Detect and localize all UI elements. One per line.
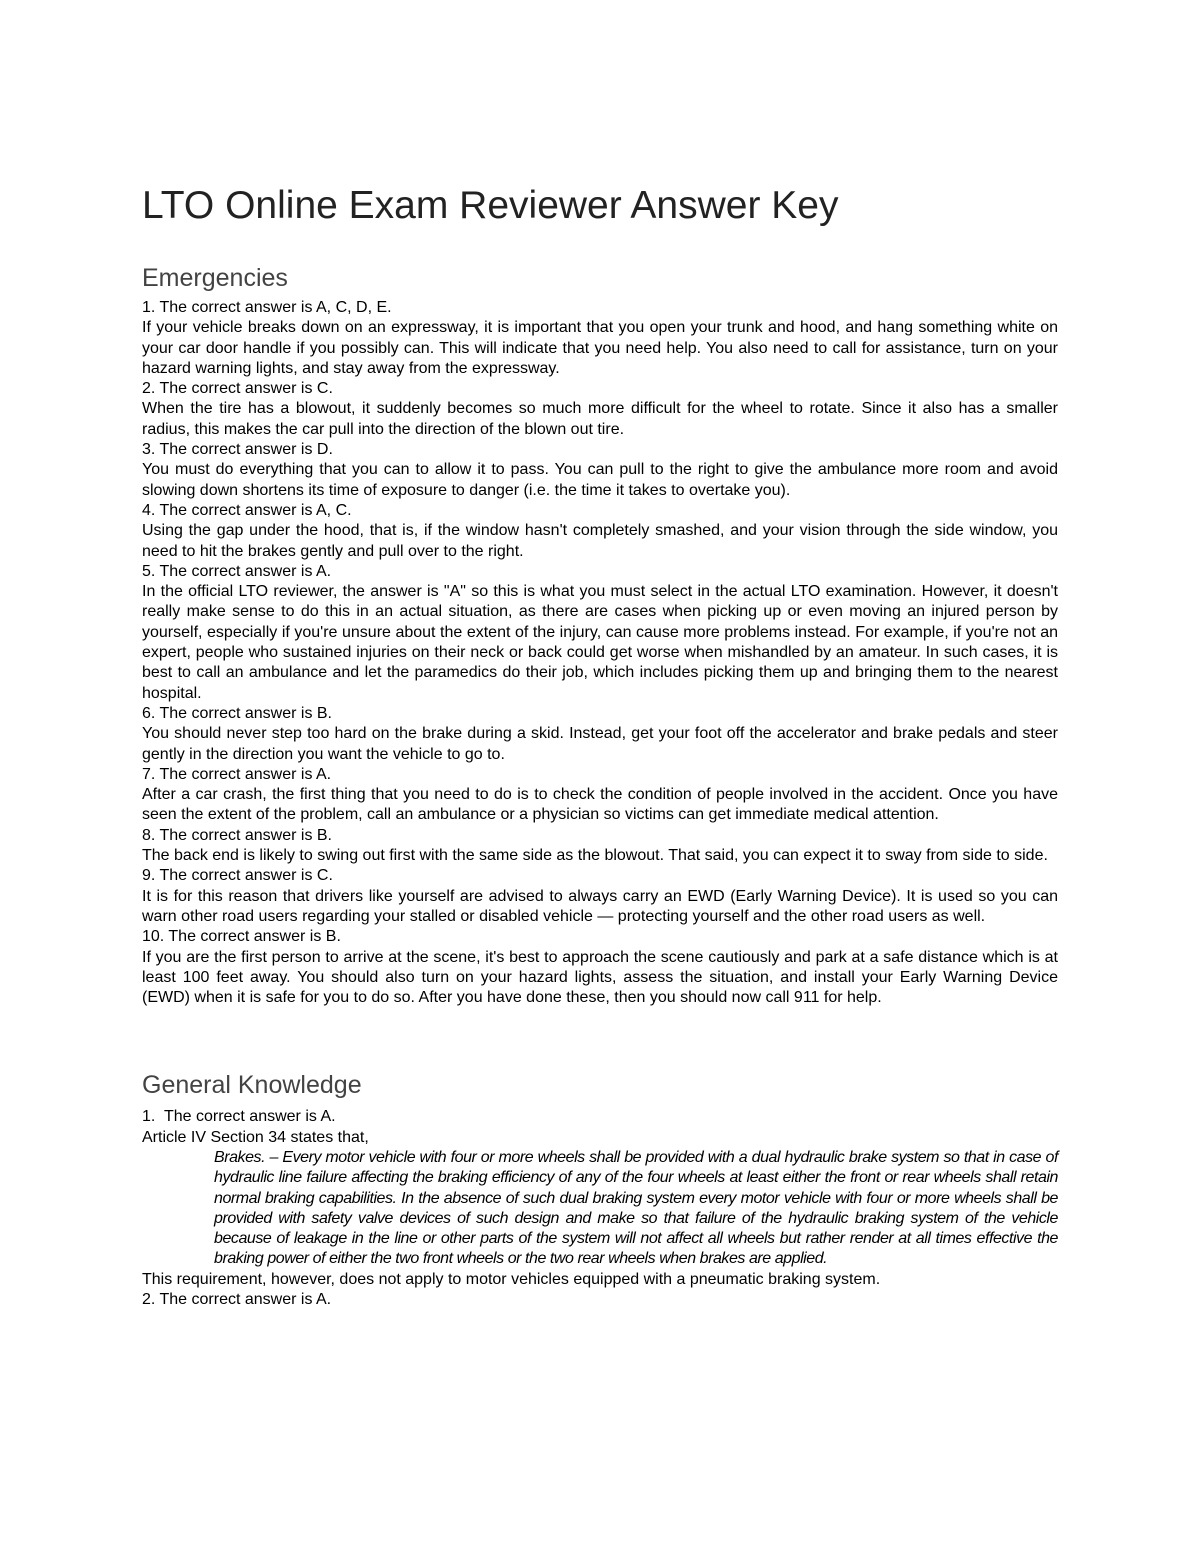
answer-line: 6. The correct answer is B. xyxy=(142,704,332,722)
answer-line: 1. The correct answer is A. xyxy=(142,1108,336,1126)
answer-line: 4. The correct answer is A, C. xyxy=(142,501,352,519)
answer-line: 1. The correct answer is A, C, D, E. xyxy=(142,299,392,316)
answer-line: 3. The correct answer is D. xyxy=(142,441,333,459)
answer-line: 9. The correct answer is C. xyxy=(142,867,333,885)
legal-quote: Brakes. – Every motor vehicle with four or more wheels shall be provided with a dual hydraulic brake system so that in case of hydraulic line failure affecting the braking efficiency of any of the four wheels at least either the front or rear wheels shall retain normal braking capabilities. In the absence of such dual braking system every motor vehicle with four or more wheels shall be provided with safety valve devices of such design and make so that failure of the hydraulic braking system of the vehicle because of leakage in the line or other parts of the system will not affect all wheels but rather render at all times effective the braking power of either the two front wheels or the two rear wheels when brakes are applied. xyxy=(214,1148,1058,1268)
answer-line: 5. The correct answer is A. xyxy=(142,562,332,580)
answer-explanation: The back end is likely to swing out first with the same side as the blowout. That said, you can expect it to sway from side to side. xyxy=(142,847,1048,865)
answer-explanation: When the tire has a blowout, it suddenly becomes so much more difficult for the wheel to rotate. Since it also has a smaller radius, this makes the car pull into the direction of the blown out tire. xyxy=(142,400,1058,438)
answer-line: 2. The correct answer is C. xyxy=(142,380,333,398)
answer-explanation: If you are the first person to arrive at the scene, it's best to approach the scene cautiously and park at a safe distance which is at least 100 feet away. You should also turn on your hazard lights, assess the situation, and install your Early Warning Device (EWD) when it is safe for you to do so. After you have done these, then you should now call 911 for help. xyxy=(142,948,1058,1007)
answer-explanation: You should never step too hard on the brake during a skid. Instead, get your foot off the accelerator and brake pedals and steer gently in the direction you want the vehicle to go to. xyxy=(142,725,1058,763)
citation-note: This requirement, however, does not apply to motor vehicles equipped with a pneumatic braking system. xyxy=(142,1270,881,1288)
answer-line: 10. The correct answer is B. xyxy=(142,928,341,946)
section-heading-general-knowledge: General Knowledge xyxy=(142,1071,362,1100)
answer-explanation: You must do everything that you can to allow it to pass. You can pull to the right to give the ambulance more room and avoid slowing down shortens its time of exposure to danger (i.e. the time it takes to overtake you). xyxy=(142,461,1058,499)
answer-explanation: In the official LTO reviewer, the answer is "A" so this is what you must select in the actual LTO examination. However, it doesn't really make sense to do this in an actual situation, as there are cases when picking up or even moving an injured person by yourself, especially if you're unsure about the extent of the injury, can cause more problems instead. For example, if you're not an expert, people who sustained injuries on their neck or back could get worse when mishandled by an amateur. In such cases, it is best to call an ambulance and let the paramedics do their job, which includes picking them up and bringing them to the nearest hospital. xyxy=(142,583,1058,702)
answer-explanation: It is for this reason that drivers like yourself are advised to always carry an EWD (Early Warning Device). It is used so you can warn other road users regarding your stalled or disabled vehicle — protecting yourself and the other road users as well. xyxy=(142,887,1058,925)
answer-line: 8. The correct answer is B. xyxy=(142,826,332,844)
answer-line: 2. The correct answer is A. xyxy=(142,1291,332,1309)
answer-explanation: After a car crash, the first thing that you need to do is to check the condition of people involved in the accident. Once you have seen the extent of the problem, call an ambulance or a physician so victims can get immediate medical attention. xyxy=(142,786,1058,824)
section-heading-emergencies: Emergencies xyxy=(142,264,288,292)
answer-line: 7. The correct answer is A. xyxy=(142,765,332,783)
section-emergencies xyxy=(142,262,1058,1008)
citation-intro: Article IV Section 34 states that, xyxy=(142,1128,369,1146)
document-title: LTO Online Exam Reviewer Answer Key xyxy=(142,184,839,227)
section-general-knowledge xyxy=(142,1069,1058,1310)
answer-explanation: If your vehicle breaks down on an expressway, it is important that you open your trunk and hood, and hang something white on your car door handle if you possibly can. This will indicate that you need help. You also need to call for assistance, turn on your hazard warning lights, and stay away from the expressway. xyxy=(142,319,1058,377)
document-page xyxy=(142,182,1058,1310)
answer-explanation: Using the gap under the hood, that is, if the window hasn't completely smashed, and your vision through the side window, you need to hit the brakes gently and pull over to the right. xyxy=(142,522,1058,560)
